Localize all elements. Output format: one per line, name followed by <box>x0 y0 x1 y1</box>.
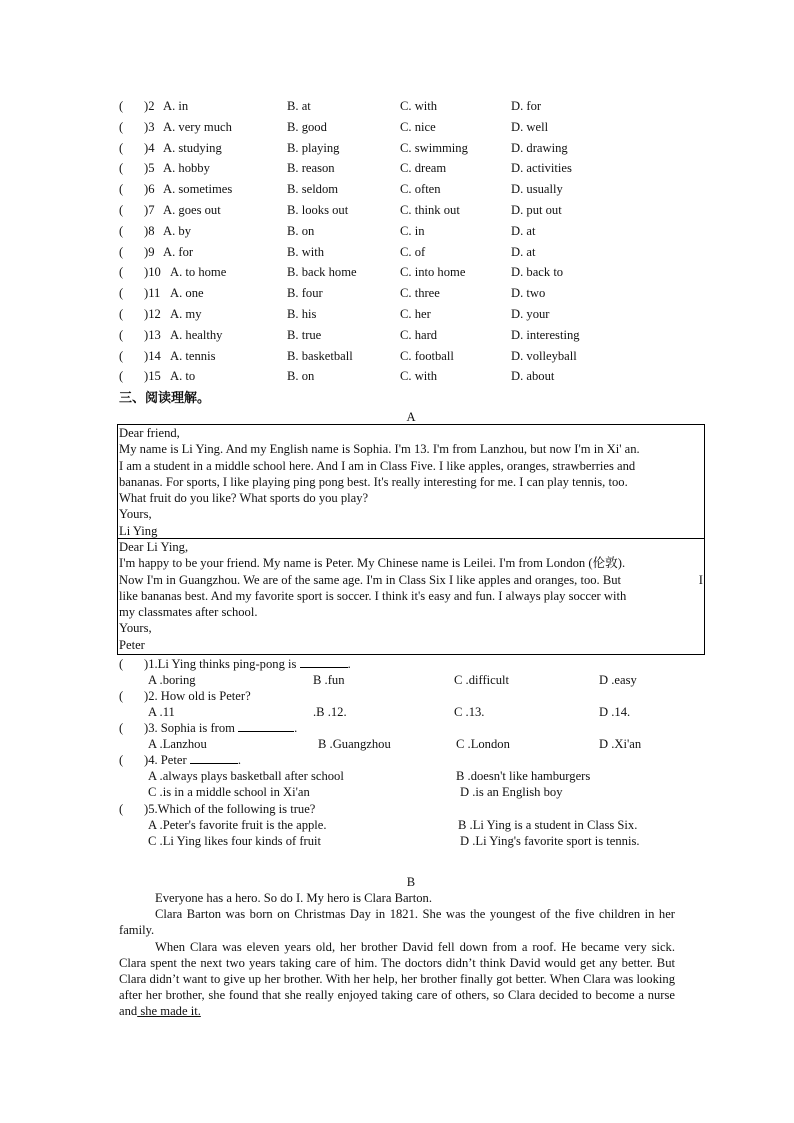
question-number: )10 <box>144 265 161 279</box>
option-a[interactable]: A .11 <box>148 705 175 719</box>
passage-b-paragraph-3 <box>119 939 675 1020</box>
question-stem-end: . <box>237 753 241 767</box>
letter-line: I'm happy to be your friend. My name is Peter. My Chinese name is Leilei. I'm from London (伦敦). <box>119 556 626 571</box>
option-c[interactable]: C. with <box>400 369 438 383</box>
option-c[interactable]: C. into home <box>400 265 466 279</box>
answer-blank-parens[interactable]: ( <box>119 657 124 671</box>
option-c[interactable]: C .is in a middle school in Xi'an <box>148 785 310 799</box>
option-a[interactable]: A. to home <box>170 265 227 279</box>
option-d[interactable]: D. usually <box>511 182 563 196</box>
option-b[interactable]: B. basketball <box>287 349 353 363</box>
question-number: )2 <box>144 99 155 113</box>
option-a[interactable]: A. healthy <box>170 328 223 342</box>
question-number: )5 <box>144 161 155 175</box>
option-d[interactable]: D .easy <box>599 673 637 687</box>
option-a[interactable]: A .Peter's favorite fruit is the apple. <box>148 818 327 832</box>
option-a[interactable]: A. goes out <box>163 203 221 217</box>
letter-line: What fruit do you like? What sports do you play? <box>119 491 369 506</box>
option-c[interactable]: C. three <box>400 286 440 300</box>
question-stem-end: . <box>294 721 298 735</box>
option-b[interactable]: B. back home <box>287 265 357 279</box>
option-b[interactable]: B. true <box>287 328 322 342</box>
option-a[interactable]: A. to <box>170 369 196 383</box>
option-d[interactable]: D. back to <box>511 265 564 279</box>
answer-blank-parens[interactable]: ( <box>119 286 124 300</box>
question-stem-text: )2. How old is Peter? <box>144 689 251 703</box>
letter-line: Dear friend, <box>119 426 180 440</box>
letter-line: bananas. For sports, I like playing ping pong best. It's really interesting for me. I can play tennis, too. <box>119 474 628 489</box>
option-c[interactable]: C. nice <box>400 120 436 134</box>
answer-blank-parens[interactable]: ( <box>119 802 124 816</box>
option-d[interactable]: D .Li Ying's favorite sport is tennis. <box>460 834 640 848</box>
option-b[interactable]: B. with <box>287 245 325 259</box>
question-stem <box>144 801 315 817</box>
question-number: )4 <box>144 141 155 155</box>
option-b[interactable]: B. playing <box>287 141 340 155</box>
option-a[interactable]: A. hobby <box>163 161 210 175</box>
option-c[interactable]: C .13. <box>454 705 485 719</box>
option-d[interactable]: D. interesting <box>511 328 580 342</box>
option-d[interactable]: D. for <box>511 99 542 113</box>
option-b[interactable]: B. good <box>287 120 327 134</box>
option-a[interactable]: A. my <box>170 307 202 321</box>
question-stem-text: )4. Peter <box>144 753 190 767</box>
option-c[interactable]: C .London <box>456 737 510 751</box>
option-b[interactable]: B. at <box>287 99 311 113</box>
answer-blank-parens[interactable]: ( <box>119 245 124 259</box>
question-stem <box>144 720 297 736</box>
option-d[interactable]: D. at <box>511 245 536 259</box>
option-d[interactable]: D. about <box>511 369 555 383</box>
question-number: )9 <box>144 245 155 259</box>
option-a[interactable]: A. very much <box>163 120 232 134</box>
question-stem-text: )5.Which of the following is true? <box>144 802 316 816</box>
letter-line: Yours, <box>119 507 152 522</box>
option-c[interactable]: C. often <box>400 182 441 196</box>
question-number: )11 <box>144 286 161 300</box>
option-c[interactable]: C. swimming <box>400 141 468 155</box>
letter-from-li-ying <box>119 425 703 539</box>
question-number: )7 <box>144 203 155 217</box>
passage-b-paragraph-1: Everyone has a hero. So do I. My hero is Clara Barton. <box>155 891 432 905</box>
letter-line: my classmates after school. <box>119 605 258 620</box>
option-b[interactable]: B. on <box>287 369 315 383</box>
option-b[interactable]: B .Li Ying is a student in Class Six. <box>458 818 638 832</box>
answer-blank-parens[interactable]: ( <box>119 161 124 175</box>
answer-blank-parens[interactable]: ( <box>119 349 124 363</box>
option-c[interactable]: C. dream <box>400 161 447 175</box>
answer-blank-parens[interactable]: ( <box>119 307 124 321</box>
option-c[interactable]: C. with <box>400 99 438 113</box>
answer-blank-parens[interactable]: ( <box>119 99 124 113</box>
option-b[interactable]: B .doesn't like hamburgers <box>456 769 591 783</box>
answer-blank-parens[interactable]: ( <box>119 203 124 217</box>
question-stem <box>144 752 241 768</box>
fill-in-blank[interactable] <box>300 656 348 668</box>
option-c[interactable]: C. her <box>400 307 431 321</box>
question-number: )13 <box>144 328 161 342</box>
question-stem-text: )1.Li Ying thinks ping-pong is <box>144 657 300 671</box>
question-stem-end: . <box>347 657 351 671</box>
letter-line: Peter <box>119 637 145 652</box>
answer-blank-parens[interactable]: ( <box>119 141 124 155</box>
option-c[interactable]: C. in <box>400 224 425 238</box>
option-a[interactable]: A .Lanzhou <box>148 737 207 751</box>
option-b[interactable]: B .Guangzhou <box>318 737 391 751</box>
question-stem-text: )3. Sophia is from <box>144 721 239 735</box>
option-b[interactable]: B .fun <box>313 673 345 687</box>
option-c[interactable]: C. of <box>400 245 426 259</box>
fill-in-blank[interactable] <box>238 720 294 732</box>
letter-line: My name is Li Ying. And my English name is Sophia. I'm 13. I'm from Lanzhou, but now I'm in Xi' an. <box>119 442 640 457</box>
option-d[interactable]: D .Xi'an <box>599 737 642 751</box>
question-number: )8 <box>144 224 155 238</box>
underlined-phrase: she made it. <box>137 1004 201 1019</box>
answer-blank-parens[interactable]: ( <box>119 689 124 703</box>
letter-line: Li Ying <box>119 523 158 538</box>
answer-blank-parens[interactable]: ( <box>119 265 124 279</box>
option-c[interactable]: C .difficult <box>454 673 510 687</box>
answer-blank-parens[interactable]: ( <box>119 182 124 196</box>
question-number: )6 <box>144 182 155 196</box>
option-d[interactable]: D. put out <box>511 203 562 217</box>
section-heading: 三、阅读理解。 <box>119 391 211 406</box>
passage-b-label: B <box>406 875 416 889</box>
option-b[interactable]: B. on <box>287 224 315 238</box>
passage-b-paragraph-3-text: When Clara was eleven years old, her brother David fell down from a roof. He became very sick. Clara spent the next two years taking care of him. The doctors didn’t think David would get any better. But Clara didn’t want to give up her brother. With her help, her brother finally got better. When Clara was looking after her brother, she found that she really enjoyed taking care of others, so Clara decided to become a nurse and <box>119 939 675 1019</box>
option-a[interactable]: A .boring <box>148 673 196 687</box>
option-b[interactable]: B. seldom <box>287 182 339 196</box>
answer-blank-parens[interactable]: ( <box>119 120 124 134</box>
letter-line: Now I'm in Guangzhou. We are of the same age. I'm in Class Six I like apples and oranges, too. But I <box>119 572 703 587</box>
letter-line: like bananas best. And my favorite sport is soccer. I think it's easy and fun. I always play soccer with <box>119 588 627 603</box>
letter-from-peter <box>119 539 703 653</box>
letter-line: Dear Li Ying, <box>119 540 189 554</box>
question-number: )15 <box>144 369 161 383</box>
option-a[interactable]: A. by <box>163 224 191 238</box>
option-b[interactable]: B. reason <box>287 161 335 175</box>
question-stem <box>144 656 351 672</box>
option-d[interactable]: D. activities <box>511 161 572 175</box>
option-b[interactable]: B. four <box>287 286 323 300</box>
option-d[interactable]: D .is an English boy <box>460 785 563 799</box>
option-c[interactable]: C. think out <box>400 203 460 217</box>
option-d[interactable]: D. volleyball <box>511 349 577 363</box>
answer-blank-parens[interactable]: ( <box>119 721 124 735</box>
passage-a-label: A <box>406 410 416 424</box>
passage-b-paragraph-2: Clara Barton was born on Christmas Day in 1821. She was the youngest of the five children in her family. <box>119 907 675 938</box>
letter-line: I am a student in a middle school here. And I am in Class Five. I like apples, oranges, strawberries and <box>119 458 636 473</box>
option-c[interactable]: C .Li Ying likes four kinds of fruit <box>148 834 322 848</box>
option-a[interactable]: A .always plays basketball after school <box>148 769 344 783</box>
option-a[interactable]: A. in <box>163 99 189 113</box>
option-c[interactable]: C. football <box>400 349 454 363</box>
question-number: )12 <box>144 307 161 321</box>
option-d[interactable]: D .14. <box>599 705 631 719</box>
option-d[interactable]: D. at <box>511 224 536 238</box>
option-b[interactable]: B. his <box>287 307 317 321</box>
option-a[interactable]: A. for <box>163 245 194 259</box>
option-d[interactable]: D. your <box>511 307 550 321</box>
fill-in-blank[interactable] <box>190 752 238 764</box>
option-a[interactable]: A. sometimes <box>163 182 233 196</box>
question-number: )14 <box>144 349 161 363</box>
option-c[interactable]: C. hard <box>400 328 438 342</box>
option-d[interactable]: D. well <box>511 120 549 134</box>
option-a[interactable]: A. one <box>170 286 204 300</box>
letter-line: Yours, <box>119 621 152 636</box>
answer-blank-parens[interactable]: ( <box>119 753 124 767</box>
answer-blank-parens[interactable]: ( <box>119 328 124 342</box>
answer-blank-parens[interactable]: ( <box>119 224 124 238</box>
option-d[interactable]: D. drawing <box>511 141 568 155</box>
answer-blank-parens[interactable]: ( <box>119 369 124 383</box>
passage-b-text <box>119 890 675 1020</box>
option-a[interactable]: A. studying <box>163 141 222 155</box>
option-a[interactable]: A. tennis <box>170 349 216 363</box>
question-number: )3 <box>144 120 155 134</box>
option-b[interactable]: .B .12. <box>313 705 347 719</box>
option-b[interactable]: B. looks out <box>287 203 349 217</box>
question-stem <box>144 688 251 704</box>
option-d[interactable]: D. two <box>511 286 546 300</box>
